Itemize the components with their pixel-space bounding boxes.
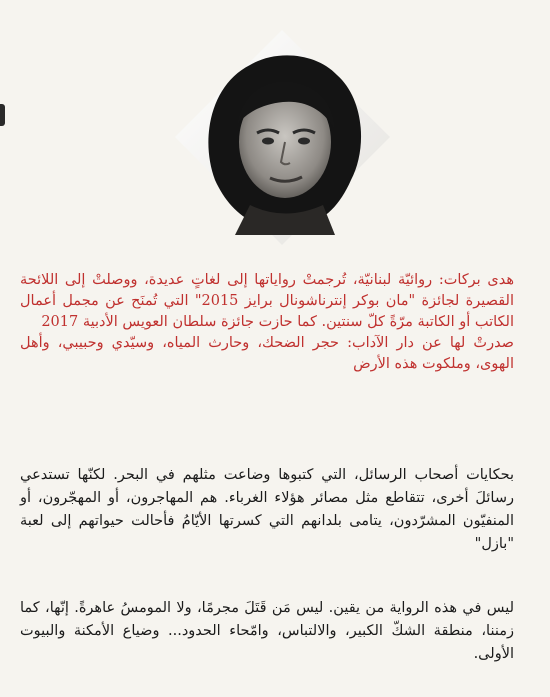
edge-mark <box>0 104 5 126</box>
blurb-text: ليس في هذه الرواية من يقين. ليس مَن قَتَلَ مجرمًا، ولا المومسُ عاهرةً. إنّها، كما زمننا، منطقة الشكّ الكبير، والالتباس، وامّحاء الحدود... وضياع الأمكنة والبيوت الأولى. <box>20 600 514 662</box>
book-blurb-paragraph-2 <box>20 597 514 666</box>
author-photo <box>175 30 390 245</box>
author-bio <box>20 270 514 375</box>
author-bio-paragraph: هدى بركات: روائيّة لبنانيّة، تُرجمتْ رواياتها إلى لغاتٍ عديدة، ووصلتْ إلى اللائحة القصيرة لجائزة "مان بوكر إنترناشونال برايز 2015" التي تُمنَح عن مجمل أعمال الكاتب أو الكاتبة مرّةً كلّ سنتين. كما حازت جائزة سلطان العويس الأدبية 2017 <box>20 272 514 330</box>
blurb-text: بحكايات أصحاب الرسائل، التي كتبوها وضاعت مثلهم في البحر. لكنّها تستدعي رسائلَ أخرى، تتقاطع مثل مصائر هؤلاء الغرباء. هم المهاجرون، أو المهجّرون، أو المنفيّون المشرّدون، يتامى بلدانهم التي كسرتها الأيّامُ فأحالت حيواتهم إلى لعبة "بازل" <box>20 467 514 552</box>
book-blurb-paragraph-1 <box>20 464 514 556</box>
author-works-paragraph: صدرتْ لها عن دار الآداب: حجر الضحك، وحارث المياه، وسيّدي وحبيبي، وأهل الهوى، وملكوت هذه الأرض <box>20 335 514 372</box>
